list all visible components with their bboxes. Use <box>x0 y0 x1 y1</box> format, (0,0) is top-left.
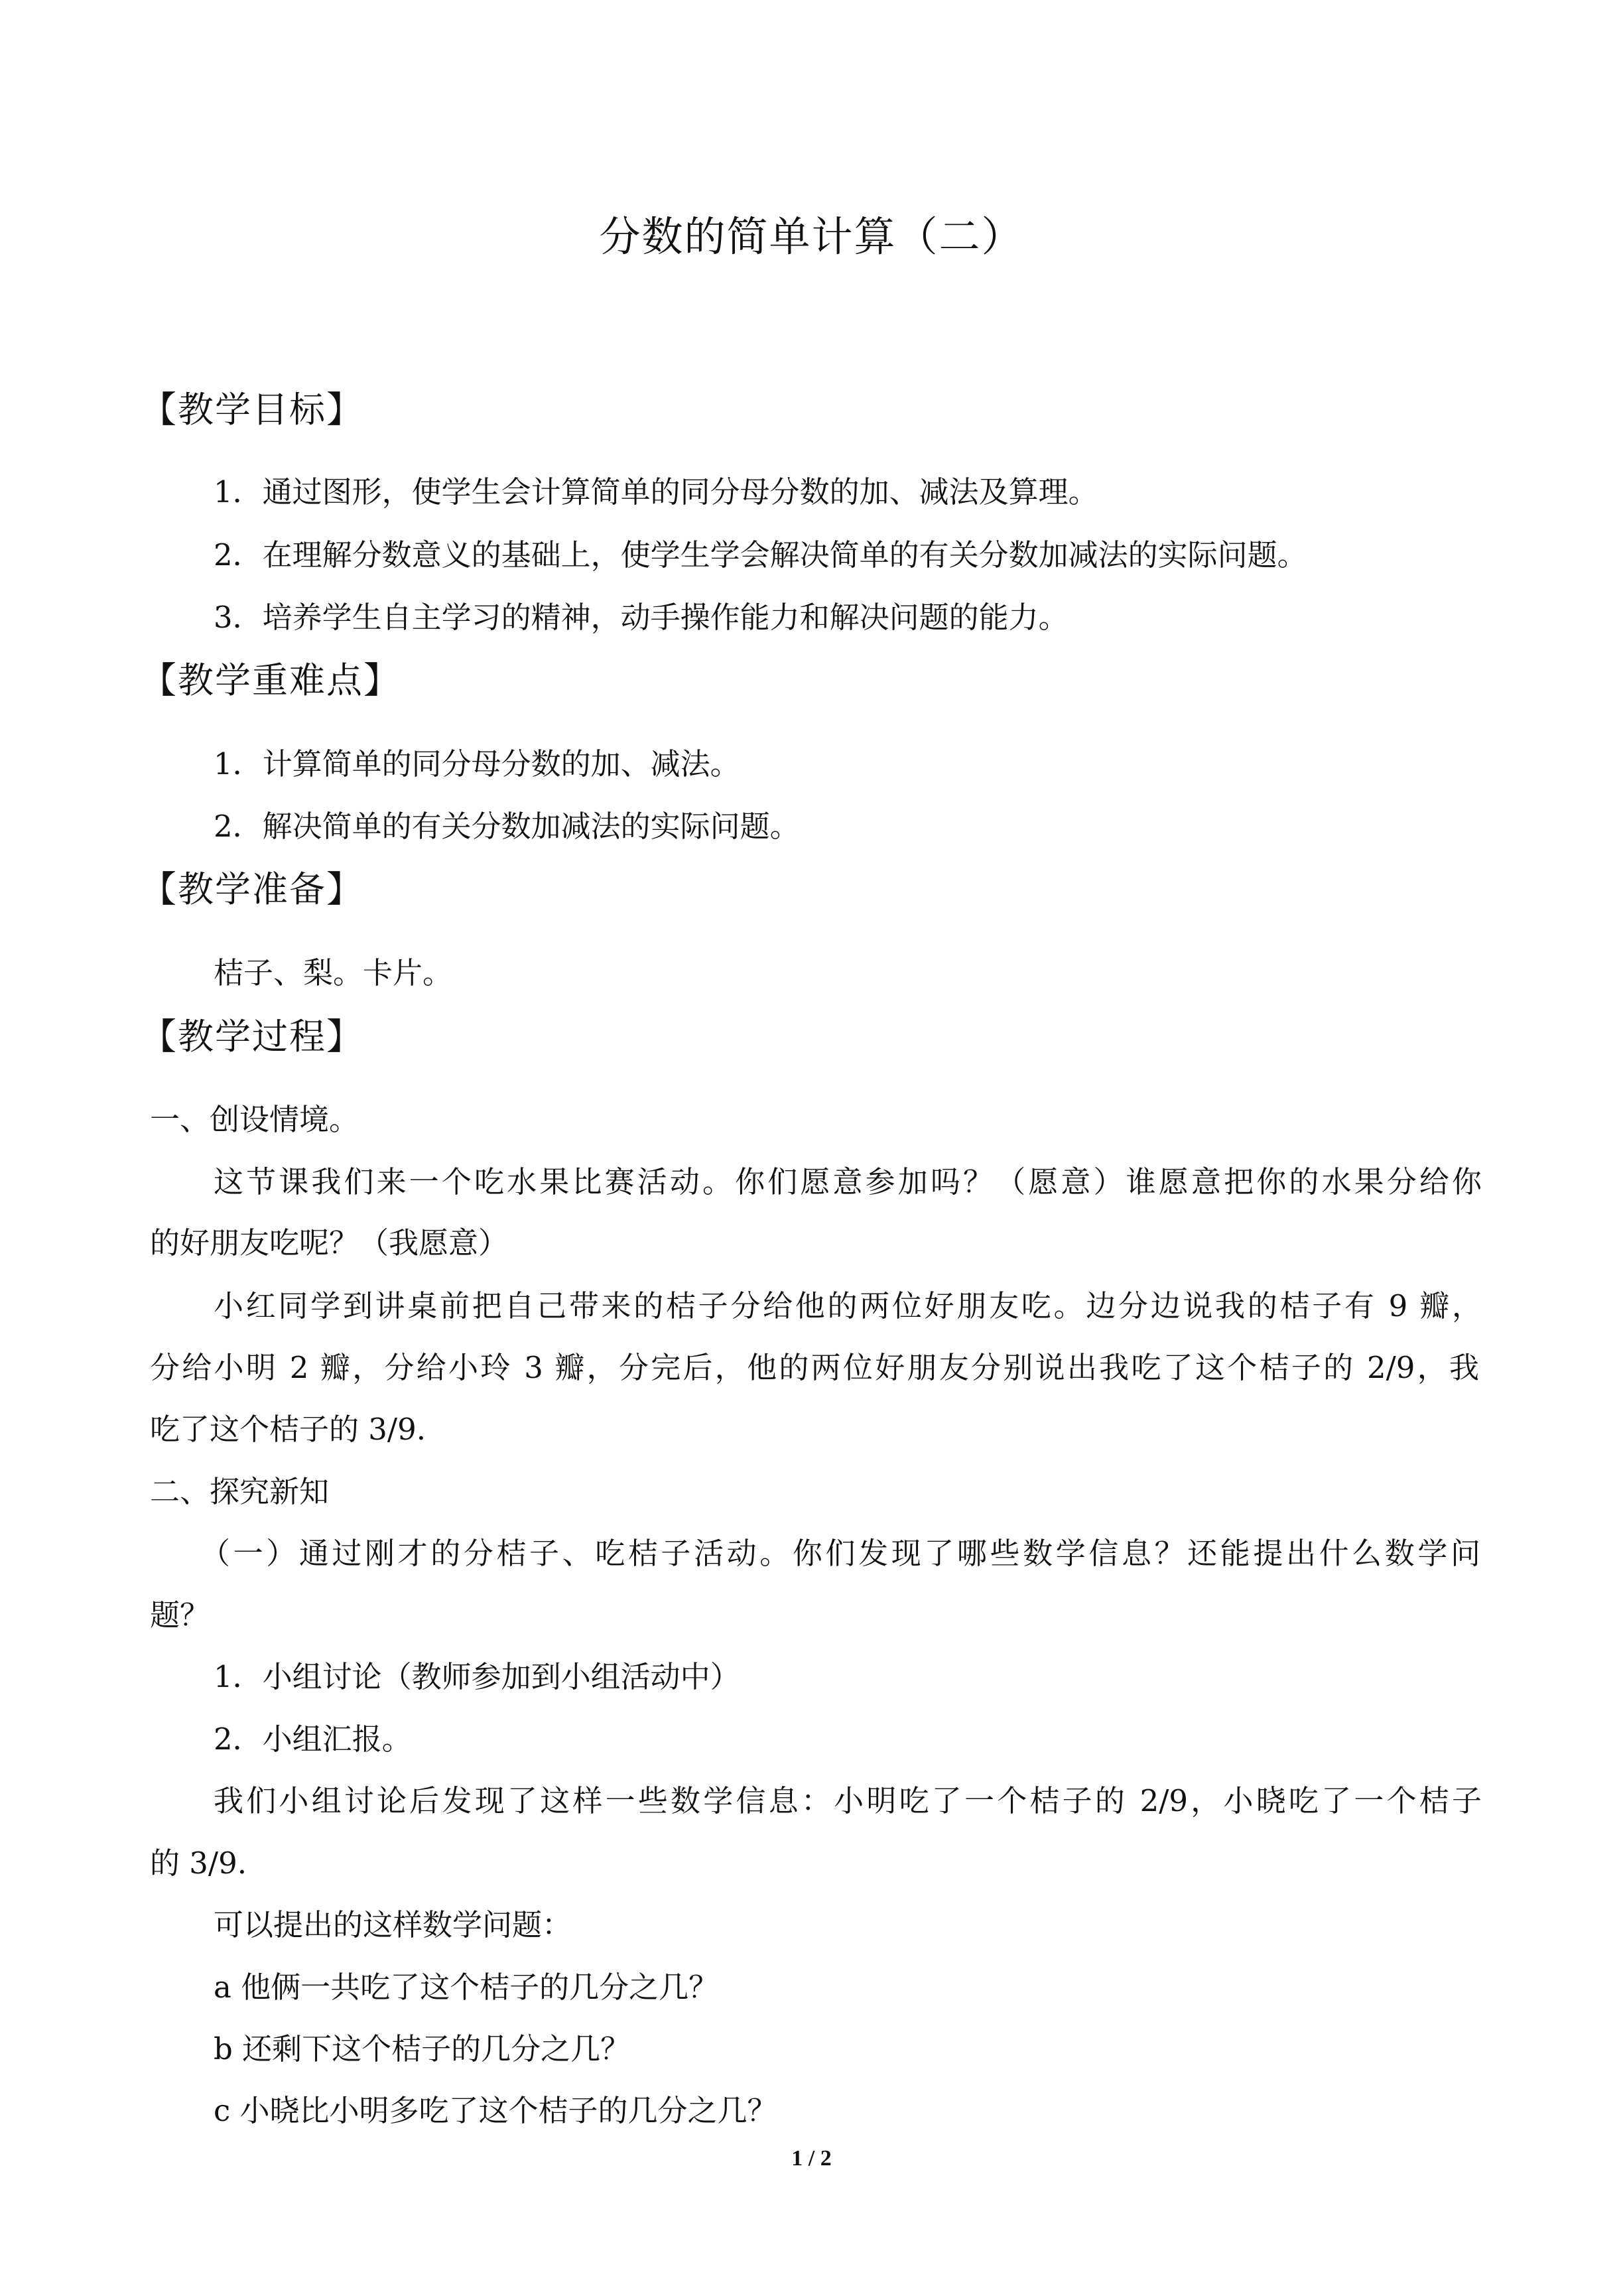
objective-item-2: 2．在理解分数意义的基础上，使学生学会解决简单的有关分数加减法的实际问题。 <box>214 537 1307 573</box>
paragraph4-line1: 我们小组讨论后发现了这样一些数学信息：小明吃了一个桔子的 2/9，小晓吃了一个桔子 <box>214 1783 1482 1818</box>
part2-title: 二、探究新知 <box>150 1474 330 1509</box>
question-c: c 小晓比小明多吃了这个桔子的几分之几？ <box>214 2093 777 2128</box>
page-number: 1 / 2 <box>791 2146 832 2171</box>
preparation-text: 桔子、梨。卡片。 <box>214 955 453 990</box>
paragraph3-line1: （一）通过刚才的分桔子、吃桔子活动。你们发现了哪些数学信息？还能提出什么数学问 <box>200 1536 1480 1571</box>
paragraph2-line1: 小红同学到讲桌前把自己带来的桔子分给他的两位好朋友吃。边分边说我的桔子有 9 瓣， <box>214 1288 1482 1323</box>
heading-preparation: 【教学准备】 <box>141 868 363 910</box>
step-2: 2．小组汇报。 <box>214 1722 412 1757</box>
key-point-item-2: 2．解决简单的有关分数加减法的实际问题。 <box>214 809 800 844</box>
paragraph4-line2: 的 3/9. <box>150 1846 247 1881</box>
heading-process: 【教学过程】 <box>141 1016 363 1057</box>
part1-title: 一、创设情境。 <box>150 1102 359 1137</box>
key-point-item-1: 1．计算简单的同分母分数的加、减法。 <box>214 746 740 781</box>
document-title: 分数的简单计算（二） <box>599 212 1024 261</box>
step-1: 1．小组讨论（教师参加到小组活动中） <box>214 1659 740 1694</box>
question-a: a 他俩一共吃了这个桔子的几分之几？ <box>214 1970 719 2005</box>
paragraph5: 可以提出的这样数学问题： <box>214 1907 572 1942</box>
heading-objectives: 【教学目标】 <box>141 389 363 431</box>
question-b: b 还剩下这个桔子的几分之几？ <box>214 2031 631 2066</box>
heading-key-points: 【教学重难点】 <box>141 659 401 701</box>
objective-item-3: 3．培养学生自主学习的精神，动手操作能力和解决问题的能力。 <box>214 600 1069 635</box>
paragraph3-line2: 题？ <box>150 1597 210 1633</box>
paragraph2-line3: 吃了这个桔子的 3/9. <box>150 1412 426 1447</box>
paragraph2-line2: 分给小明 2 瓣，分给小玲 3 瓣，分完后，他的两位好朋友分别说出我吃了这个桔子的 2/9，我 <box>150 1350 1479 1385</box>
paragraph1-line1: 这节课我们来一个吃水果比赛活动。你们愿意参加吗？（愿意）谁愿意把你的水果分给你 <box>214 1164 1482 1199</box>
objective-item-1: 1．通过图形，使学生会计算简单的同分母分数的加、减法及算理。 <box>214 474 1098 509</box>
paragraph1-line2: 的好朋友吃呢？（我愿意） <box>150 1225 509 1260</box>
